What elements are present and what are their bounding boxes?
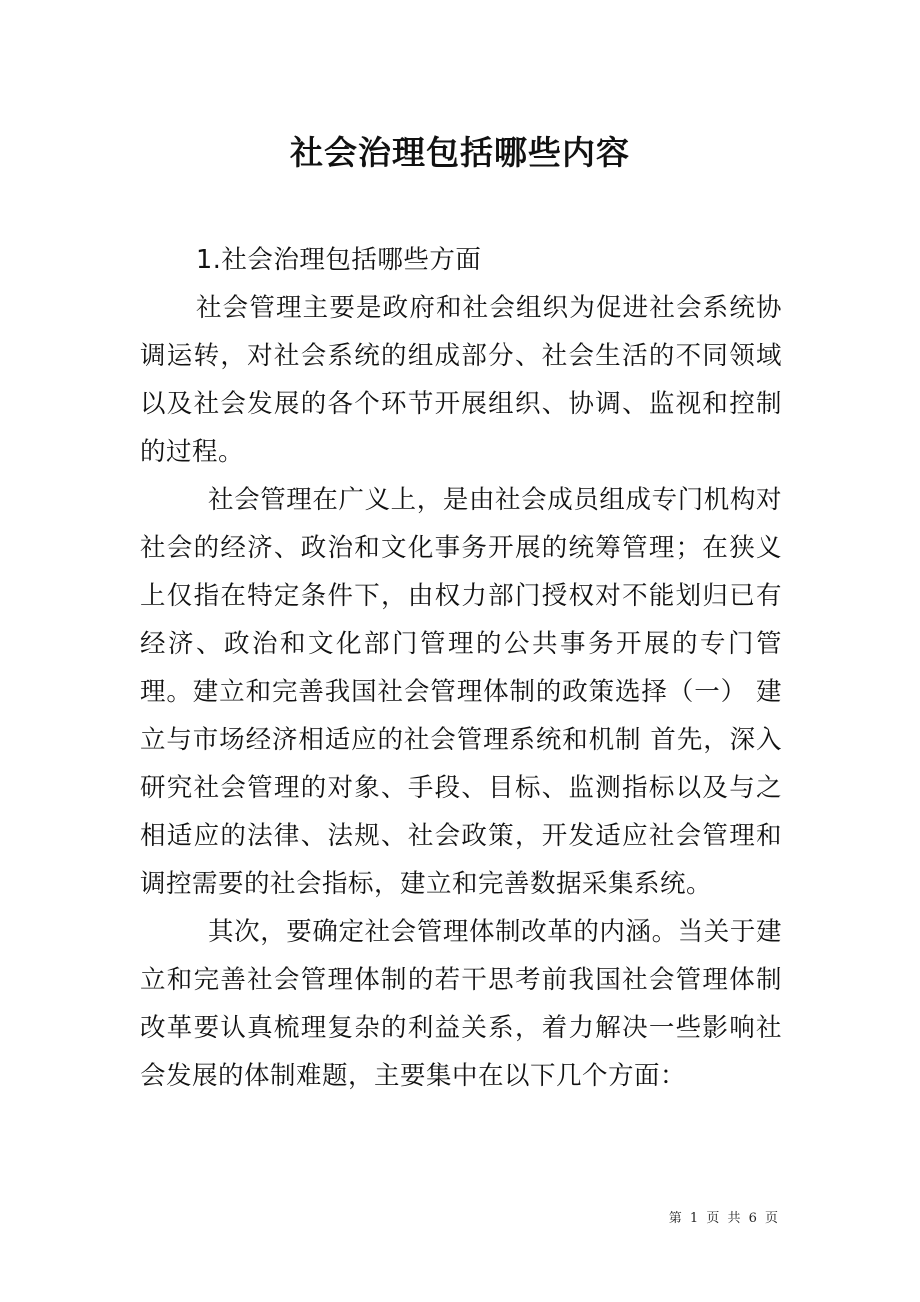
document-title: 社会治理包括哪些内容 [290,133,630,172]
document-body [140,236,782,1100]
paragraph-3: 其次，要确定社会管理体制改革的内涵。当关于建立和完善社会管理体制的若干思考前我国社会管理体制改革要认真梳理复杂的利益关系，着力解决一些影响社会发展的体制难题，主要集中在以下几个方面： [140,917,782,1091]
paragraph-2: 社会管理在广义上，是由社会成员组成专门机构对社会的经济、政治和文化事务开展的统筹管理；在狭义上仅指在特定条件下，由权力部门授权对不能划归已有经济、政治和文化部门管理的公共事务开展的专门管理。建立和完善我国社会管理体制的政策选择（一） 建立与市场经济相适应的社会管理系统和机制 首先，深入研究社会管理的对象、手段、目标、监测指标以及与之相适应的法律、法规、社会政策，开发适应社会管理和调控需要的社会指标，建立和完善数据采集系统。 [140,485,782,899]
paragraph-1: 社会管理主要是政府和社会组织为促进社会系统协调运转，对社会系统的组成部分、社会生活的不同领域以及社会发展的各个环节开展组织、协调、监视和控制的过程。 [140,293,782,467]
section-heading: 1.社会治理包括哪些方面 [196,245,482,275]
page-number-footer: 第 1 页 共 6 页 [668,1211,780,1226]
